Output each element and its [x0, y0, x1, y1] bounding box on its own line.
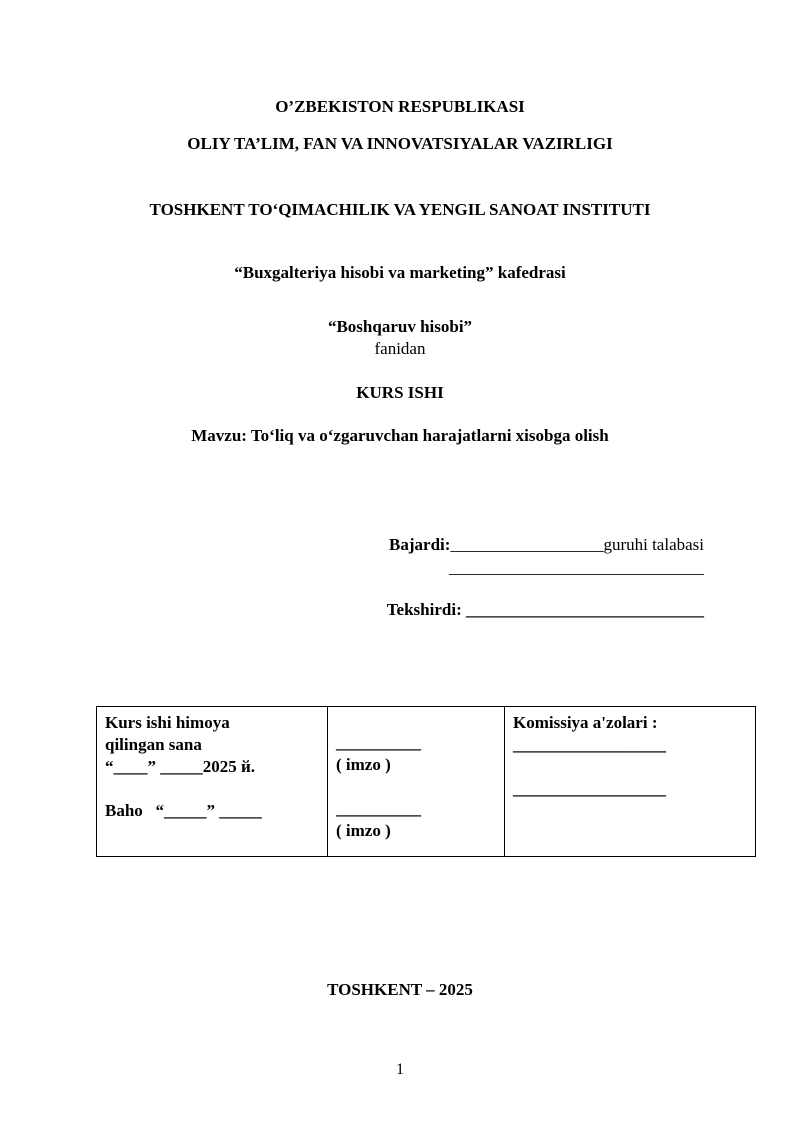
signature-blank-2: __________: [336, 798, 421, 818]
spacer: [336, 776, 496, 798]
commission-blank-2: __________________: [513, 778, 666, 798]
defense-date-line3: “____” _____2025 й.: [105, 756, 256, 776]
signature-caption-1: ( imzo ): [336, 754, 391, 774]
page-number: 1: [396, 1061, 404, 1079]
defense-date-line2: qilingan sana: [105, 734, 202, 754]
defense-table: [96, 706, 756, 857]
performer-label: Bajardi:: [389, 535, 451, 554]
ministry-title: OLIY TA’LIM, FAN VA INNOVATSIYALAR VAZIRLIGI: [187, 134, 613, 154]
subject-note: fanidan: [374, 339, 426, 359]
spacer: [513, 756, 747, 778]
department-name: “Buxgalteriya hisobi va marketing” kafedrasi: [234, 262, 566, 282]
commission-title: Komissiya a'zolari :: [513, 712, 658, 732]
defense-date-cell: [97, 706, 328, 856]
checker-line: [96, 599, 704, 620]
subject-name: “Boshqaruv hisobi”: [327, 317, 473, 336]
work-type-title: KURS ISHI: [356, 382, 444, 402]
performer-blank-line: __________________: [450, 535, 604, 554]
spacer: [105, 778, 319, 800]
performer-line: [96, 534, 704, 555]
performer-suffix: guruhi talabasi: [603, 535, 704, 554]
defense-date-line1: Kurs ishi himoya: [105, 712, 230, 732]
city-year-line: TOSHKENT – 2025: [327, 980, 473, 1000]
document-content: [0, 96, 800, 1080]
topic-line: Mavzu: To‘liq va o‘zgaruvchan harajatlarni xisobga olish: [191, 425, 609, 445]
checker-blank-line: ____________________________: [466, 599, 704, 619]
republic-title: O’ZBEKISTON RESPUBLIKASI: [275, 97, 525, 116]
signature-block: [96, 534, 704, 620]
institute-name: TOSHKENT TO‘QIMACHILIK VA YENGIL SANOAT INSTITUTI: [149, 199, 651, 219]
signature-caption-2: ( imzo ): [336, 821, 391, 841]
table-row: [97, 706, 756, 856]
signature-cell: [328, 706, 505, 856]
performer-second-line: ______________________________: [449, 558, 704, 578]
commission-cell: [505, 706, 756, 856]
signature-blank-1: __________: [336, 732, 421, 752]
checker-label: Tekshirdi:: [386, 599, 462, 619]
grade-line: Baho “_____” _____: [105, 801, 262, 821]
commission-blank-1: __________________: [513, 734, 666, 754]
